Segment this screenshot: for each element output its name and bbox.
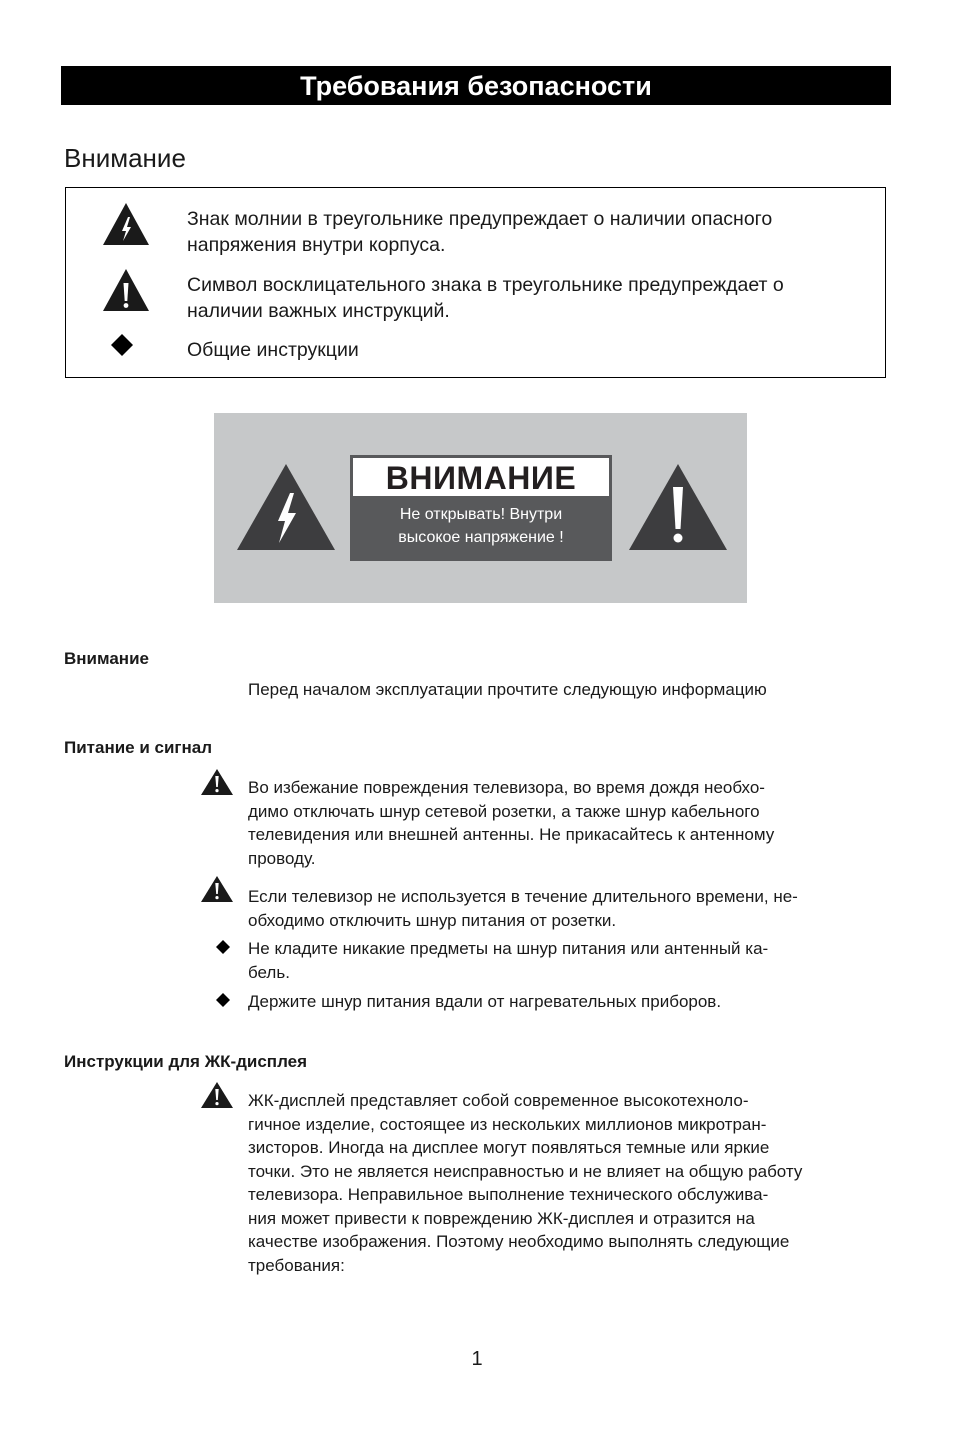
caution-plate-text: Не открывать! Внутри высокое напряжение ! <box>398 506 564 546</box>
page-title: Требования безопасности <box>61 66 891 105</box>
page-number: 1 <box>471 1348 483 1370</box>
exclamation-triangle-icon <box>200 875 234 903</box>
legend-item-lightning: Знак молнии в треугольнике предупреждает о наличии опасного напряжения внутри корпуса. <box>187 208 773 256</box>
paragraph: Не кладите никакие предметы на шнур питания или антенный ка- бель. <box>248 939 769 982</box>
exclamation-triangle-icon <box>102 268 150 312</box>
paragraph: ЖК-дисплей представляет собой современное высокотехноло- гичное изделие, состоящее из нескольких миллионов микротран- зисторов. Иногда на дисплее могут появляться темные или яркие точки. Это не является неисправностью и не влияет на общую работу телевизора. Неправильное выполнение технического обслужива- ния может привести к повреждению ЖК-дисплея и отразится на качестве изображения. Поэтому необходимо выполнять следующие требования: <box>248 1091 803 1275</box>
paragraph: Во избежание повреждения телевизора, во время дождя необхо- димо отключать шнур сетевой розетки, а также шнур кабельного телевидения или внешней антенны. Не прикасайтесь к антенному проводу. <box>248 778 775 868</box>
paragraph: Если телевизор не используется в течение длительного времени, не- обходимо отключить шнур питания от розетки. <box>248 887 798 930</box>
diamond-bullet-icon <box>215 939 231 955</box>
lightning-triangle-icon <box>102 202 150 246</box>
paragraph: Держите шнур питания вдали от нагревательных приборов. <box>248 992 722 1011</box>
exclamation-triangle-icon <box>628 463 728 551</box>
caution-plate <box>350 455 612 561</box>
section-title-attention: Внимание <box>64 649 149 668</box>
legend-item-general: Общие инструкции <box>187 339 359 361</box>
warning-panel <box>214 413 747 603</box>
paragraph: Перед началом эксплуатации прочтите следующую информацию <box>248 680 767 699</box>
diamond-bullet-icon <box>215 992 231 1008</box>
lightning-triangle-icon <box>236 463 336 551</box>
caution-plate-title: ВНИМАНИЕ <box>353 458 609 496</box>
diamond-bullet-icon <box>110 333 134 357</box>
exclamation-triangle-icon <box>200 768 234 796</box>
attention-heading: Внимание <box>64 143 186 173</box>
legend-item-exclamation: Символ восклицательного знака в треугольнике предупреждает о наличии важных инструкций. <box>187 274 784 322</box>
section-title-power-signal: Питание и сигнал <box>64 738 213 757</box>
exclamation-triangle-icon <box>200 1081 234 1109</box>
section-title-lcd: Инструкции для ЖК-дисплея <box>64 1052 308 1071</box>
symbol-legend <box>65 187 886 378</box>
